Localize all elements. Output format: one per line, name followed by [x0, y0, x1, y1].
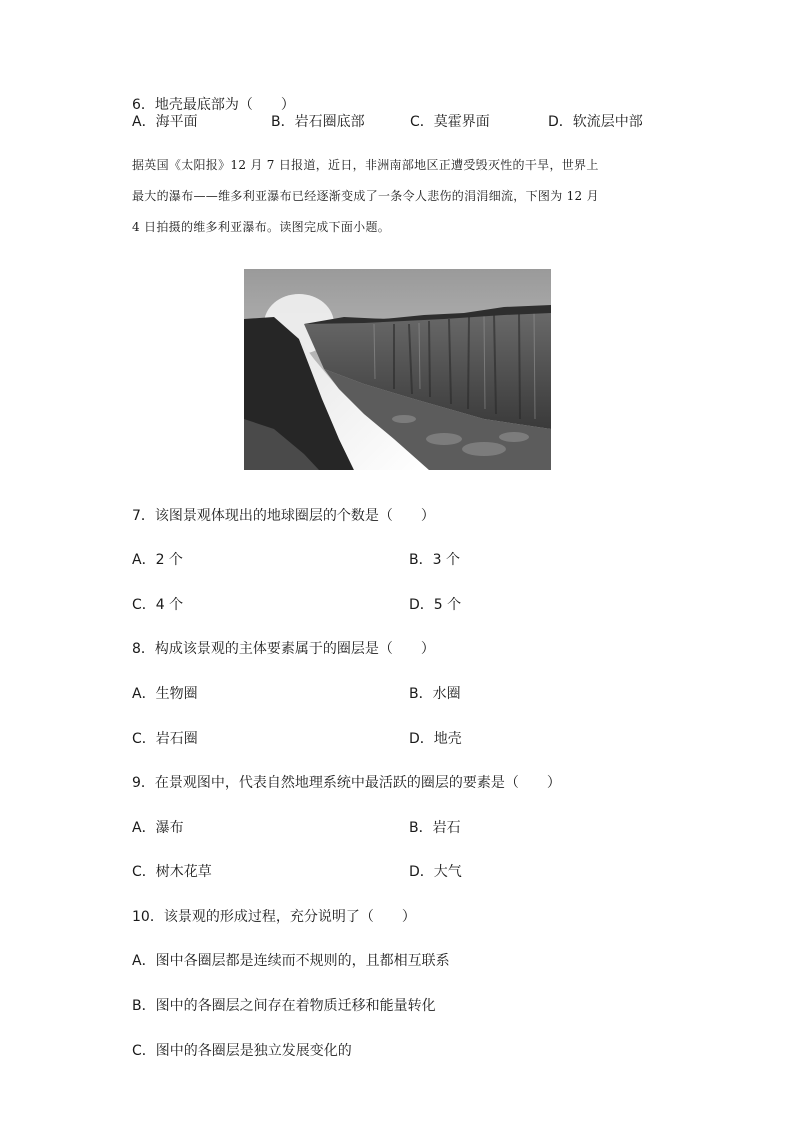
q10-option-b: B．图中的各圈层之间存在着物质迁移和能量转化 — [132, 998, 436, 1014]
q7-option-b: B．3 个 — [409, 552, 460, 568]
q6-option-b: B．岩石圈底部 — [271, 114, 365, 130]
q9-option-d: D．大气 — [409, 864, 462, 880]
q7-option-d: D．5 个 — [409, 597, 462, 613]
q6-option-a: A．海平面 — [132, 114, 198, 130]
q7-option-c: C．4 个 — [132, 597, 184, 613]
q10-option-a: A．图中各圈层都是连续而不规则的，且都相互联系 — [132, 953, 450, 969]
q7-option-a: A．2 个 — [132, 552, 183, 568]
q6-option-c: C．莫霍界面 — [410, 114, 490, 130]
q9-option-a: A．瀑布 — [132, 820, 184, 836]
passage-line-2: 最大的瀑布——维多利亚瀑布已经逐渐变成了一条令人悲伤的涓涓细流，下图为 12 月 — [132, 189, 599, 203]
waterfall-photo — [244, 269, 551, 470]
passage-line-1: 据英国《太阳报》12 月 7 日报道，近日，非洲南部地区正遭受毁灭性的干旱，世界上 — [132, 158, 599, 172]
q8-option-b: B．水圈 — [409, 686, 461, 702]
q6-option-d: D．软流层中部 — [548, 114, 643, 130]
question-6-stem: 6．地壳最底部为（ ） — [132, 97, 295, 113]
q8-option-a: A．生物圈 — [132, 686, 198, 702]
q8-option-d: D．地壳 — [409, 731, 462, 747]
q10-option-c: C．图中的各圈层是独立发展变化的 — [132, 1043, 352, 1059]
question-10-stem: 10．该景观的形成过程，充分说明了（ ） — [132, 909, 416, 925]
question-9-stem: 9．在景观图中，代表自然地理系统中最活跃的圈层的要素是（ ） — [132, 775, 561, 791]
reading-passage — [132, 150, 662, 243]
question-7-stem: 7．该图景观体现出的地球圈层的个数是（ ） — [132, 508, 435, 524]
q9-option-c: C．树木花草 — [132, 864, 212, 880]
question-8-stem: 8．构成该景观的主体要素属于的圈层是（ ） — [132, 641, 435, 657]
q9-option-b: B．岩石 — [409, 820, 461, 836]
passage-line-3: 4 日拍摄的维多利亚瀑布。读图完成下面小题。 — [132, 220, 391, 234]
q8-option-c: C．岩石圈 — [132, 731, 198, 747]
